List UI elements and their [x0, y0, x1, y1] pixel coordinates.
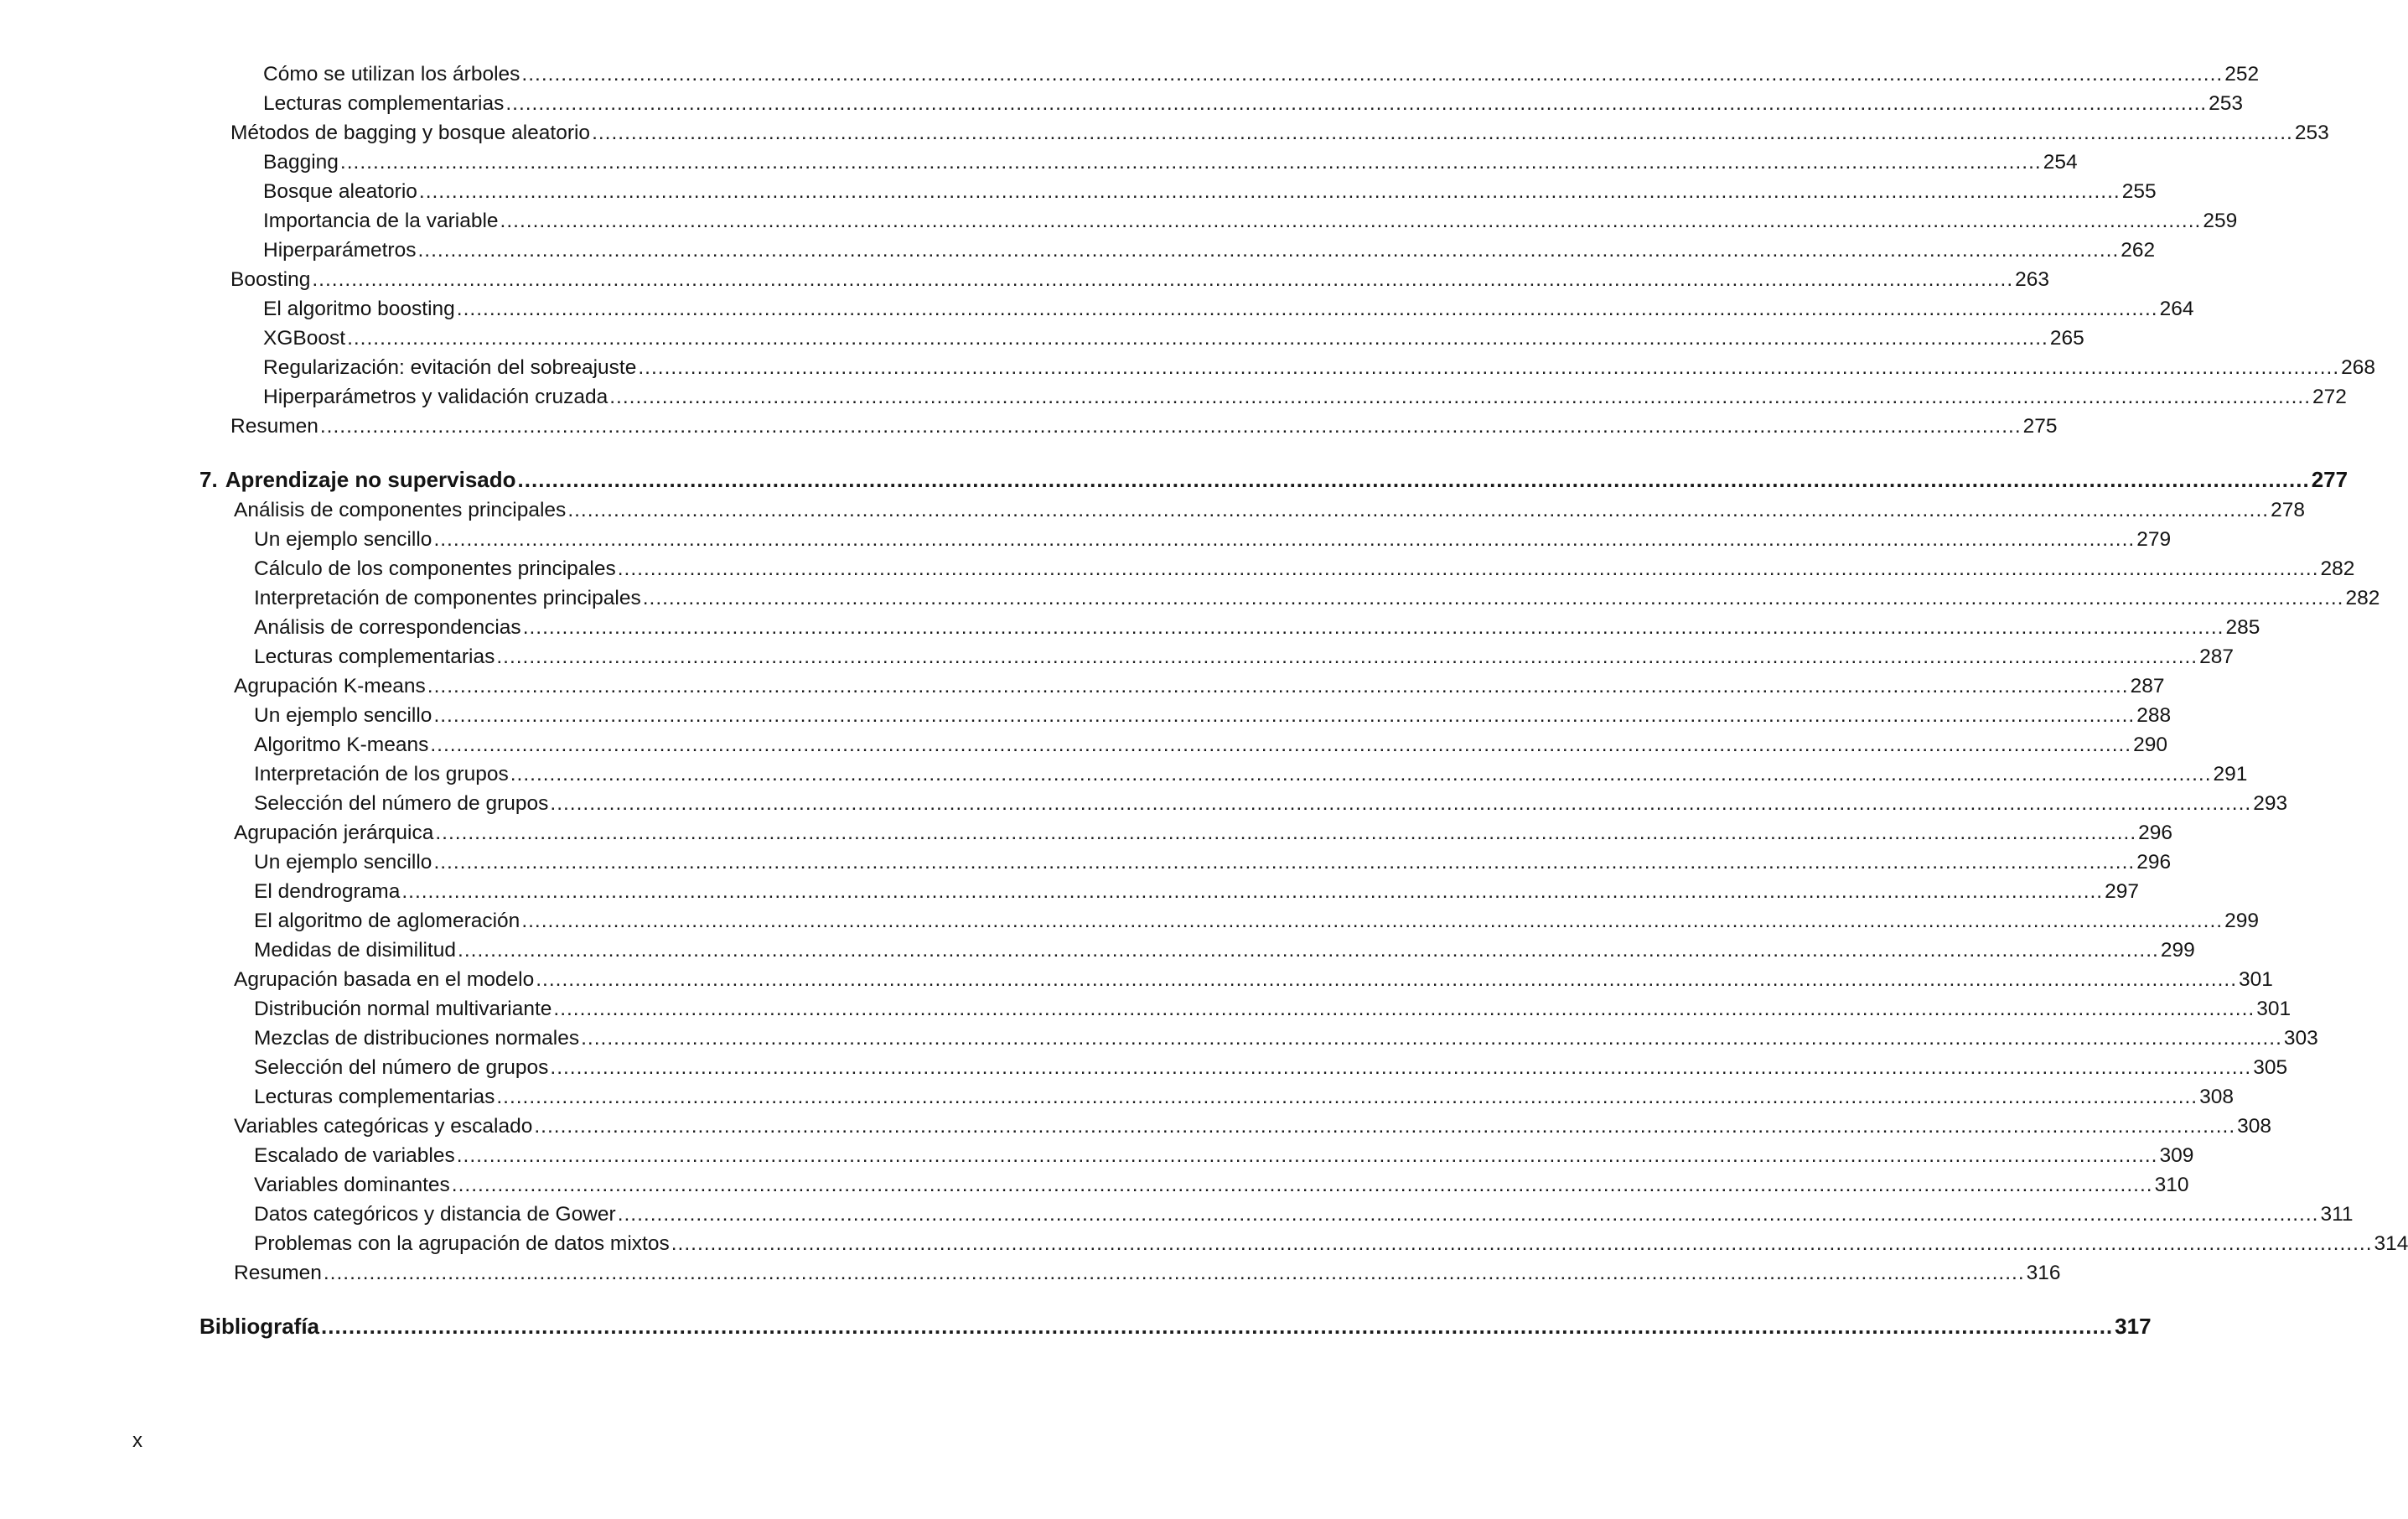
toc-page-number: 287	[2199, 645, 2235, 668]
toc-entry-title: Problemas con la agrupación de datos mixtos	[254, 1232, 670, 1255]
dot-leader: ....................................................................................................................................................................................................................................................................	[433, 851, 2136, 874]
toc-entry-title: Métodos de bagging y bosque aleatorio	[230, 122, 591, 144]
toc-entry-title: Importancia de la variable	[263, 210, 499, 232]
toc-entry-escalado-de-variables	[254, 1142, 2194, 1170]
toc-entry-title: Bibliografía	[199, 1314, 320, 1339]
toc-entry-como-se-utilizan-los-arboles	[263, 60, 2260, 89]
dot-leader: ....................................................................................................................................................................................................................................................................	[642, 587, 2344, 609]
toc-entry-analisis-de-correspondencias	[254, 614, 2260, 642]
toc-entry-interpretacion-de-componentes-principales	[254, 584, 2380, 613]
toc-entry-calculo-de-los-componentes-principales	[254, 555, 2355, 583]
toc-entry-title: El algoritmo boosting	[263, 298, 455, 320]
toc-entry-interpretacion-de-los-grupos	[254, 760, 2248, 789]
toc-page-number: 288	[2136, 704, 2172, 727]
toc-page-number: 264	[2159, 298, 2194, 320]
dot-leader: ....................................................................................................................................................................................................................................................................	[427, 675, 2129, 697]
toc-entry-hiperparametros	[263, 236, 2156, 265]
toc-entry-title: Variables dominantes	[254, 1174, 450, 1196]
toc-entry-title: El algoritmo de aglomeración	[254, 910, 520, 932]
toc-entry-agrupacion-k-means	[234, 672, 2165, 701]
toc-page-number: 253	[2294, 122, 2329, 144]
toc-page-number: 303	[2283, 1027, 2318, 1050]
toc-entry-distribucion-normal-multivariante	[254, 995, 2291, 1024]
toc-page-number: 275	[2022, 415, 2058, 438]
toc-page-number: 252	[2224, 63, 2260, 86]
toc-entry-title: Cálculo de los componentes principales	[254, 557, 616, 580]
toc-entry-resumen	[230, 412, 2058, 441]
dot-leader: ....................................................................................................................................................................................................................................................................	[417, 239, 2120, 262]
toc-page-number: 291	[2213, 763, 2248, 785]
toc-entry-problemas-con-la-agrupacion-de-datos-mixtos	[254, 1230, 2408, 1258]
toc-entry-title: Interpretación de componentes principales	[254, 587, 641, 609]
toc-page-number: 296	[2138, 822, 2173, 844]
toc-entry-algoritmo-k-means	[254, 731, 2168, 760]
dot-leader: ....................................................................................................................................................................................................................................................................	[536, 968, 2238, 991]
toc-chapter-entry	[199, 1312, 2152, 1340]
toc-entry-metodos-de-bagging-y-bosque-aleatorio	[230, 119, 2329, 148]
toc-entry-lecturas-complementarias	[254, 1083, 2235, 1112]
toc-entry-title: Lecturas complementarias	[263, 92, 505, 115]
dot-leader: ....................................................................................................................................................................................................................................................................	[319, 415, 2022, 438]
toc-page-number: 263	[2015, 268, 2050, 291]
toc-page-number: 308	[2199, 1086, 2235, 1108]
toc-entry-title: Boosting	[230, 268, 311, 291]
dot-leader: ....................................................................................................................................................................................................................................................................	[339, 151, 2042, 174]
toc-page-number: 278	[2271, 499, 2305, 521]
toc-page-number: 254	[2043, 151, 2078, 174]
toc-entry-title: Selección del número de grupos	[254, 1056, 549, 1079]
toc-page-number: 297	[2105, 880, 2140, 903]
toc-page-number: 309	[2159, 1144, 2194, 1167]
dot-leader: ....................................................................................................................................................................................................................................................................	[505, 92, 2208, 115]
toc-entry-title: Lecturas complementarias	[254, 645, 495, 668]
dot-leader: ....................................................................................................................................................................................................................................................................	[433, 528, 2136, 551]
toc-entry-title: Agrupación basada en el modelo	[234, 968, 535, 991]
toc-entry-title: Algoritmo K-means	[254, 734, 429, 756]
toc-page-number: 259	[2203, 210, 2238, 232]
page-folio: x	[132, 1429, 142, 1452]
toc-entry-datos-categoricos-y-distancia-de-gower	[254, 1200, 2354, 1229]
toc-entry-title: Un ejemplo sencillo	[254, 851, 432, 874]
dot-leader: ....................................................................................................................................................................................................................................................................	[550, 1056, 2252, 1079]
toc-page-number: 255	[2121, 180, 2157, 203]
toc-entry-title: Lecturas complementarias	[254, 1086, 495, 1108]
toc-page-number: 279	[2136, 528, 2172, 551]
dot-leader: ....................................................................................................................................................................................................................................................................	[510, 763, 2212, 785]
toc-entry-el-algoritmo-boosting	[263, 295, 2194, 324]
toc-entry-boosting	[230, 266, 2050, 294]
dot-leader: ....................................................................................................................................................................................................................................................................	[617, 557, 2319, 580]
toc-entry-analisis-de-componentes-principales	[234, 496, 2305, 525]
dot-leader: ....................................................................................................................................................................................................................................................................	[347, 327, 2048, 350]
dot-leader: ....................................................................................................................................................................................................................................................................	[550, 792, 2252, 815]
dot-leader: ....................................................................................................................................................................................................................................................................	[321, 1314, 2114, 1339]
toc-page-number: 277	[2311, 467, 2348, 492]
toc-entry-title: Bosque aleatorio	[263, 180, 417, 203]
toc-page-number: 293	[2253, 792, 2288, 815]
dot-leader: ....................................................................................................................................................................................................................................................................	[456, 298, 2158, 320]
toc-entry-hiperparametros-y-validacion-cruzada	[263, 383, 2347, 412]
dot-leader: ....................................................................................................................................................................................................................................................................	[517, 467, 2310, 492]
toc-entry-agrupacion-basada-en-el-modelo	[234, 966, 2273, 994]
toc-entry-resumen	[234, 1259, 2061, 1288]
toc-entry-seleccion-del-numero-de-grupos	[254, 790, 2288, 818]
toc-page-number: 305	[2253, 1056, 2288, 1079]
toc-entry-bosque-aleatorio	[263, 178, 2157, 206]
toc-page-number: 308	[2237, 1115, 2272, 1138]
dot-leader: ....................................................................................................................................................................................................................................................................	[617, 1203, 2319, 1226]
toc-entry-xgboost	[263, 324, 2084, 353]
toc-page-number: 301	[2256, 998, 2291, 1020]
dot-leader: ....................................................................................................................................................................................................................................................................	[401, 880, 2104, 903]
dot-leader: ....................................................................................................................................................................................................................................................................	[312, 268, 2014, 291]
dot-leader: ....................................................................................................................................................................................................................................................................	[323, 1262, 2025, 1284]
toc-entry-regularizacion-evitacion-del-sobreajuste	[263, 354, 2376, 382]
dot-leader: ....................................................................................................................................................................................................................................................................	[456, 1144, 2158, 1167]
dot-leader: ....................................................................................................................................................................................................................................................................	[435, 822, 2137, 844]
dot-leader: ....................................................................................................................................................................................................................................................................	[581, 1027, 2282, 1050]
toc-entry-el-algoritmo-de-aglomeracion	[254, 907, 2259, 936]
toc-entry-bagging	[263, 148, 2078, 177]
toc-entry-title: Resumen	[230, 415, 318, 438]
dot-leader: ....................................................................................................................................................................................................................................................................	[500, 210, 2202, 232]
dot-leader: ....................................................................................................................................................................................................................................................................	[496, 1086, 2198, 1108]
toc-entry-title: Agrupación K-means	[234, 675, 426, 697]
toc-entry-seleccion-del-numero-de-grupos	[254, 1054, 2288, 1082]
dot-leader: ....................................................................................................................................................................................................................................................................	[553, 998, 2255, 1020]
toc-entry-medidas-de-disimilitud	[254, 936, 2195, 965]
toc-entry-title: Escalado de variables	[254, 1144, 455, 1167]
toc-entry-title: Medidas de disimilitud	[254, 939, 457, 962]
toc-entry-title: Análisis de componentes principales	[234, 499, 567, 521]
dot-leader: ....................................................................................................................................................................................................................................................................	[592, 122, 2293, 144]
toc-entry-un-ejemplo-sencillo	[254, 848, 2172, 877]
toc-page-number: 301	[2239, 968, 2273, 991]
toc-page-number: 316	[2026, 1262, 2061, 1284]
toc-entry-variables-dominantes	[254, 1171, 2189, 1200]
toc-page-number: 262	[2121, 239, 2156, 262]
toc-entry-title: Hiperparámetros	[263, 239, 417, 262]
toc-page-number: 311	[2320, 1203, 2354, 1226]
toc-entry-title: Mezclas de distribuciones normales	[254, 1027, 580, 1050]
toc-entry-el-dendrograma	[254, 878, 2140, 906]
dot-leader: ....................................................................................................................................................................................................................................................................	[567, 499, 2270, 521]
toc-entry-title: Datos categóricos y distancia de Gower	[254, 1203, 616, 1226]
dot-leader: ....................................................................................................................................................................................................................................................................	[609, 386, 2312, 408]
toc-entry-title: Bagging	[263, 151, 339, 174]
dot-leader: ....................................................................................................................................................................................................................................................................	[496, 645, 2198, 668]
toc-entry-un-ejemplo-sencillo	[254, 526, 2172, 554]
toc-page-number: 290	[2133, 734, 2168, 756]
toc-page-number: 265	[2049, 327, 2084, 350]
toc-entry-title: Regularización: evitación del sobreajuste	[263, 356, 637, 379]
dot-leader: ....................................................................................................................................................................................................................................................................	[451, 1174, 2153, 1196]
toc-page-number: 285	[2225, 616, 2260, 639]
toc-page-number: 296	[2136, 851, 2172, 874]
toc-entry-title: Resumen	[234, 1262, 322, 1284]
toc-page-number: 287	[2130, 675, 2165, 697]
toc-entry-title: Variables categóricas y escalado	[234, 1115, 533, 1138]
toc-page-number: 253	[2209, 92, 2244, 115]
toc-page-number: 268	[2341, 356, 2376, 379]
dot-leader: ....................................................................................................................................................................................................................................................................	[534, 1115, 2236, 1138]
toc-page-number: 299	[2224, 910, 2259, 932]
dot-leader: ....................................................................................................................................................................................................................................................................	[671, 1232, 2373, 1255]
toc-entry-title: Aprendizaje no supervisado	[225, 467, 516, 492]
dot-leader: ....................................................................................................................................................................................................................................................................	[521, 910, 2224, 932]
toc-page-number: 317	[2115, 1314, 2152, 1339]
toc-entry-title: Análisis de correspondencias	[254, 616, 521, 639]
toc-chapter-entry	[199, 465, 2348, 494]
toc-page-number: 299	[2160, 939, 2195, 962]
toc-entry-title: Selección del número de grupos	[254, 792, 549, 815]
toc-entry-title: Cómo se utilizan los árboles	[263, 63, 520, 86]
dot-leader: ....................................................................................................................................................................................................................................................................	[522, 616, 2224, 639]
toc-entry-title: Un ejemplo sencillo	[254, 704, 432, 727]
toc-entry-lecturas-complementarias	[254, 643, 2235, 671]
toc-entry-title: Distribución normal multivariante	[254, 998, 552, 1020]
toc-entry-un-ejemplo-sencillo	[254, 702, 2172, 730]
dot-leader: ....................................................................................................................................................................................................................................................................	[418, 180, 2121, 203]
dot-leader: ....................................................................................................................................................................................................................................................................	[433, 704, 2136, 727]
toc-page-number: 282	[2345, 587, 2380, 609]
dot-leader: ....................................................................................................................................................................................................................................................................	[521, 63, 2224, 86]
toc-entry-importancia-de-la-variable	[263, 207, 2238, 236]
toc-page-number: 282	[2320, 557, 2355, 580]
chapter-number: 7.	[199, 467, 218, 492]
toc-entry-title: El dendrograma	[254, 880, 401, 903]
toc-entry-agrupacion-jerarquica	[234, 819, 2173, 848]
toc-entry-lecturas-complementarias	[263, 90, 2244, 118]
toc-page-number: 310	[2154, 1174, 2189, 1196]
dot-leader: ....................................................................................................................................................................................................................................................................	[638, 356, 2340, 379]
toc-page-number: 272	[2312, 386, 2347, 408]
toc-entry-title: Interpretación de los grupos	[254, 763, 509, 785]
toc-page-number: 314	[2374, 1232, 2408, 1255]
dot-leader: ....................................................................................................................................................................................................................................................................	[458, 939, 2159, 962]
toc-entry-mezclas-de-distribuciones-normales	[254, 1024, 2318, 1053]
toc-entry-title: XGBoost	[263, 327, 346, 350]
dot-leader: ....................................................................................................................................................................................................................................................................	[430, 734, 2132, 756]
toc-entry-title: Agrupación jerárquica	[234, 822, 434, 844]
toc-entry-title: Un ejemplo sencillo	[254, 528, 432, 551]
toc-entry-title: Hiperparámetros y validación cruzada	[263, 386, 608, 408]
toc-entry-variables-categoricas-y-escalado	[234, 1112, 2272, 1141]
